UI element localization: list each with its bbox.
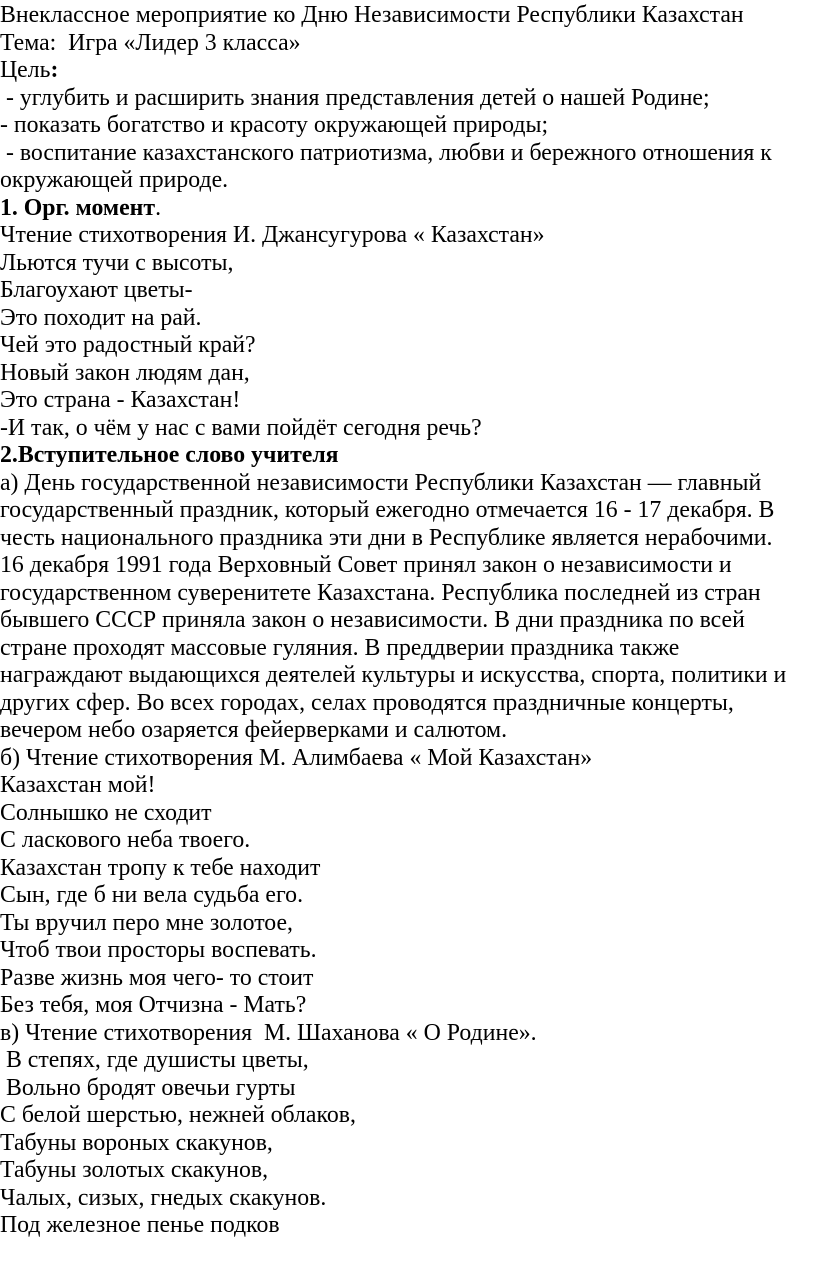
goal-label: Цель	[0, 57, 51, 83]
poem-c-intro: в) Чтение стихотворения М. Шаханова « О Родине».	[0, 1019, 537, 1046]
poem-b-intro: б) Чтение стихотворения М. Алимбаева « Мой Казахстан»	[0, 744, 593, 771]
section1-intro: Чтение стихотворения И. Джансугурова « Казахстан»	[0, 222, 545, 248]
paragraph-line: стране проходят массовые гуляния. В преддверии праздника также	[0, 634, 680, 661]
goal-item: - показать богатство и красоту окружающей природы;	[0, 112, 549, 138]
poem-c-line: Под железное пенье подков	[0, 1212, 280, 1238]
section2-heading: 2.Вступительное слово учителя	[0, 442, 339, 468]
poem-c-line: Табуны вороных скакунов,	[0, 1129, 273, 1156]
goal-colon: :	[50, 57, 59, 83]
poem-b-line: Без тебя, моя Отчизна - Мать?	[0, 992, 307, 1018]
poem-c-line: В степях, где душисты цветы,	[0, 1047, 309, 1073]
paragraph-line: награждают выдающихся деятелей культуры и искусства, спорта, политики и	[0, 662, 787, 688]
poem-b-line: Сын, где б ни вела судьба его.	[0, 882, 304, 908]
section1-question: -И так, о чём у нас с вами пойдёт сегодня речь?	[0, 414, 482, 441]
poem-line: Льются тучи с высоты,	[0, 249, 234, 276]
paragraph-line: государственный праздник, который ежегодно отмечается 16 - 17 декабря. В	[0, 497, 775, 523]
poem-c-line: Табуны золотых скакунов,	[0, 1157, 269, 1183]
poem-line: Это походит на рай.	[0, 304, 202, 331]
goal-item: - воспитание казахстанского патриотизма, любви и бережного отношения к	[0, 139, 772, 166]
paragraph-line: бывшего СССР приняла закон о независимости. В дни праздника по всей	[0, 607, 745, 633]
poem-c-line: С белой шерстью, нежней облаков,	[0, 1102, 356, 1128]
section1-heading: 1. Орг. момент	[0, 194, 156, 221]
poem-b-line: Разве жизнь моя чего- то стоит	[0, 964, 314, 991]
poem-b-line: Ты вручил перо мне золотое,	[0, 909, 293, 936]
document-title: Внеклассное мероприятие ко Дню Независимости Республики Казахстан	[0, 2, 744, 28]
poem-b-line: Казахстан тропу к тебе находит	[0, 854, 321, 881]
poem-b-line: Солнышко не сходит	[0, 799, 212, 826]
poem-b-line: Казахстан мой!	[0, 772, 156, 798]
paragraph-line: других сфер. Во всех городах, селах проводятся праздничные концерты,	[0, 689, 734, 716]
poem-line: Благоухают цветы-	[0, 277, 193, 303]
goal-item: окружающей природе.	[0, 167, 229, 193]
goal-item: - углубить и расширить знания представления детей о нашей Родине;	[0, 84, 710, 111]
section1-heading-tail: .	[155, 194, 162, 221]
paragraph-line: честь национального праздника эти дни в Республике является нерабочими.	[0, 524, 773, 551]
poem-line: Это страна - Казахстан!	[0, 387, 241, 413]
document-topic: Тема: Игра «Лидер 3 класса»	[0, 29, 301, 56]
poem-line: Чей это радостный край?	[0, 332, 256, 358]
section1-heading-line	[0, 195, 816, 223]
goal-label-line	[0, 57, 816, 85]
poem-c-line: Вольно бродят овечьи гурты	[0, 1074, 296, 1101]
paragraph-line: а) День государственной независимости Республики Казахстан — главный	[0, 469, 762, 496]
poem-b-line: С ласкового неба твоего.	[0, 827, 251, 853]
poem-line: Новый закон людям дан,	[0, 359, 250, 386]
paragraph-line: государственном суверенитете Казахстана. Республика последней из стран	[0, 579, 761, 606]
poem-b-line: Чтоб твои просторы воспевать.	[0, 937, 317, 963]
paragraph-line: 16 декабря 1991 года Верховный Совет принял закон о независимости и	[0, 552, 732, 578]
poem-c-line: Чалых, сизых, гнедых скакунов.	[0, 1184, 327, 1211]
paragraph-line: вечером небо озаряется фейерверками и салютом.	[0, 717, 508, 743]
